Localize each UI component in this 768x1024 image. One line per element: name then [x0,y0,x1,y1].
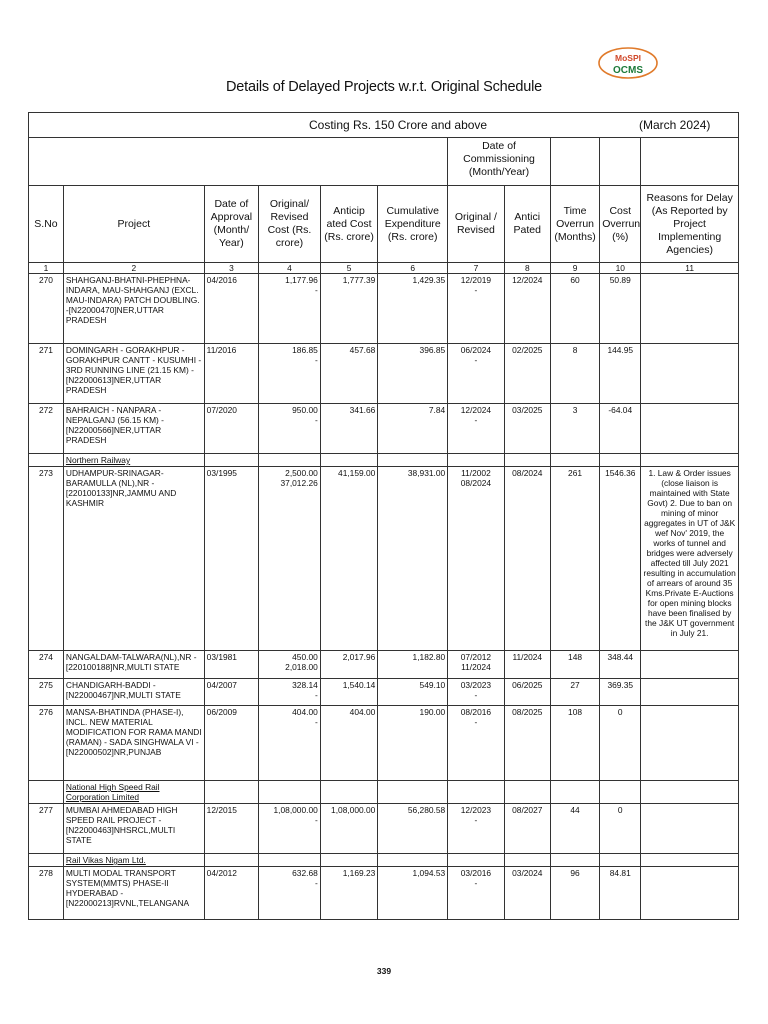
cell-sno: 274 [29,651,64,679]
section-blank [29,781,64,804]
cell-reasons: 1. Law & Order issues (close liaison is maintained with State Govt) 2. Due to ban on mining of minor aggregates in UT of J&K wef Nov' 2019, the works of tunnel and bridges were adversely affected till July 2021 resulting in accumulation of arrears of around 35 Kms.Private E-Auctions for open mining blocks have been finalised by the J&K UT government in July 21. [641,467,739,651]
cell-anticipated-date: 11/2024 [504,651,550,679]
delayed-projects-table [28,112,739,920]
cell-sno: 275 [29,679,64,706]
section-blank [550,454,599,467]
page-title: Details of Delayed Projects w.r.t. Original Schedule [225,79,542,95]
group-header-blank-10 [600,138,641,186]
section-blank [29,454,64,467]
revised-date-value: - [474,415,478,425]
cell-project: CHANDIGARH-BADDI - [N22000467]NR,MULTI STATE [63,679,204,706]
col-number: 6 [378,263,448,274]
table-row [29,706,739,781]
original-cost-value: 404.00 [292,707,318,717]
cell-anticipated-date: 12/2024 [504,274,550,344]
cell-cost-overrun: 1546.36 [600,467,641,651]
cell-sno: 278 [29,867,64,920]
revised-date-value: - [474,285,478,295]
original-date-value: 03/2023 [460,680,492,690]
section-blank [504,781,550,804]
costing-row [29,113,739,138]
original-cost-value: 328.14 [292,680,318,690]
section-blank [259,781,321,804]
date-commissioning-header: Date of Commissioning (Month/Year) [448,138,551,186]
cell-anticipated-cost: 2,017.96 [320,651,378,679]
original-cost-value: 450.00 [292,652,318,662]
cell-project: MUMBAI AHMEDABAD HIGH SPEED RAIL PROJECT - [N22000463]NHSRCL,MULTI STATE [63,804,204,854]
cell-approval: 04/2012 [204,867,258,920]
revised-cost-value: - [314,415,318,425]
revised-cost-value: - [314,815,318,825]
revised-cost-value: - [314,690,318,700]
cell-cost-overrun: 348.44 [600,651,641,679]
section-blank [448,454,505,467]
cell-original-cost [259,706,321,781]
section-label-cell [63,854,204,867]
cell-original-cost [259,344,321,404]
cell-original-cost [259,679,321,706]
cell-original-date [448,706,505,781]
group-header-blank [29,138,448,186]
cell-reasons [641,274,739,344]
original-cost-value: 1,177.96 [285,275,318,285]
table-row [29,651,739,679]
revised-date-value: 11/2024 [461,662,491,672]
cell-approval: 11/2016 [204,344,258,404]
cell-project: MULTI MODAL TRANSPORT SYSTEM(MMTS) PHASE-II HYDERABAD - [N22000213]RVNL,TELANGANA [63,867,204,920]
cell-reasons [641,706,739,781]
column-number-row [29,263,739,274]
cell-approval: 07/2020 [204,404,258,454]
cell-anticipated-cost: 341.66 [320,404,378,454]
table-row [29,467,739,651]
revised-date-value: - [474,690,478,700]
original-date-value: 12/2024 [460,405,492,415]
section-blank [550,854,599,867]
section-blank [504,454,550,467]
cell-original-cost [259,467,321,651]
cell-cost-overrun: -64.04 [600,404,641,454]
revised-date-value: - [474,717,478,727]
section-blank [204,854,258,867]
revised-cost-value: - [314,878,318,888]
cell-project: SHAHGANJ-BHATNI-PHEPHNA-INDARA, MAU-SHAHGANJ (EXCL. MAU-INDARA) PATCH DOUBLING. -[N22000470]NER,UTTAR PRADESH [63,274,204,344]
cell-anticipated-cost: 1,540.14 [320,679,378,706]
header-approval: Date of Approval (Month/ Year) [204,186,258,263]
cell-project: NANGALDAM-TALWARA(NL),NR - [220100188]NR,MULTI STATE [63,651,204,679]
logo-line2: OCMS [613,65,643,76]
col-number: 8 [504,263,550,274]
cell-original-cost [259,651,321,679]
section-label-cell [63,454,204,467]
cell-anticipated-cost: 1,08,000.00 [320,804,378,854]
section-blank [320,781,378,804]
cell-anticipated-date: 02/2025 [504,344,550,404]
cell-project: UDHAMPUR-SRINAGAR-BARAMULLA (NL),NR - [220100133]NR,JAMMU AND KASHMIR [63,467,204,651]
cell-sno: 273 [29,467,64,651]
cell-cost-overrun: 84.81 [600,867,641,920]
cell-time-overrun: 3 [550,404,599,454]
col-number: 5 [320,263,378,274]
cell-reasons [641,344,739,404]
cell-cumulative: 1,429.35 [378,274,448,344]
cell-cumulative: 1,182.80 [378,651,448,679]
cell-original-date [448,804,505,854]
section-blank [641,854,739,867]
original-date-value: 06/2024 [460,345,492,355]
section-blank [504,854,550,867]
original-date-value: 08/2016 [460,707,492,717]
cell-original-date [448,679,505,706]
group-header-row [29,138,739,186]
col-number: 4 [259,263,321,274]
cell-original-date [448,274,505,344]
cell-anticipated-cost: 404.00 [320,706,378,781]
header-reasons: Reasons for Delay (As Reported by Project Implementing Agencies) [641,186,739,263]
section-blank [448,854,505,867]
cell-sno: 272 [29,404,64,454]
original-cost-value: 632.68 [292,868,318,878]
cell-time-overrun: 60 [550,274,599,344]
cell-anticipated-date: 03/2025 [504,404,550,454]
section-blank [378,781,448,804]
header-cost-overrun: Cost Overrun (%) [600,186,641,263]
section-label: Rail Vikas Nigam Ltd. [65,855,146,865]
cell-cumulative: 56,280.58 [378,804,448,854]
header-time-overrun: Time Overrun (Months) [550,186,599,263]
cell-cumulative: 549.10 [378,679,448,706]
cell-cost-overrun: 369.35 [600,679,641,706]
table-row [29,804,739,854]
cell-sno: 270 [29,274,64,344]
revised-date-value: - [474,355,478,365]
mospi-ocms-logo [597,46,659,80]
original-date-value: 12/2023 [460,805,492,815]
cell-time-overrun: 8 [550,344,599,404]
cell-cumulative: 38,931.00 [378,467,448,651]
col-number: 1 [29,263,64,274]
col-number: 11 [641,263,739,274]
col-number: 3 [204,263,258,274]
table-row [29,867,739,920]
revised-cost-value: 37,012.26 [280,478,318,488]
section-label: National High Speed Rail Corporation Limited [65,782,160,802]
cell-approval: 04/2007 [204,679,258,706]
cell-cost-overrun: 0 [600,804,641,854]
section-blank [29,854,64,867]
section-blank [641,781,739,804]
cell-cost-overrun: 50.89 [600,274,641,344]
section-row [29,781,739,804]
cell-time-overrun: 96 [550,867,599,920]
section-blank [259,854,321,867]
cell-approval: 06/2009 [204,706,258,781]
cell-cost-overrun: 0 [600,706,641,781]
column-header-row [29,186,739,263]
cell-approval: 12/2015 [204,804,258,854]
cell-anticipated-cost: 457.68 [320,344,378,404]
cell-reasons [641,804,739,854]
cell-original-date [448,867,505,920]
original-date-value: 03/2016 [460,868,492,878]
table-row [29,344,739,404]
cell-anticipated-date: 06/2025 [504,679,550,706]
original-date-value: 11/2002 [461,468,491,478]
cell-cumulative: 396.85 [378,344,448,404]
section-blank [641,454,739,467]
cell-approval: 03/1981 [204,651,258,679]
table-row [29,679,739,706]
costing-period: (March 2024) [639,118,711,132]
revised-cost-value: - [314,355,318,365]
section-blank [378,454,448,467]
table-row [29,404,739,454]
revised-cost-value: 2,018.00 [285,662,318,672]
cell-original-date [448,651,505,679]
cell-time-overrun: 148 [550,651,599,679]
section-blank [600,781,641,804]
section-blank [320,854,378,867]
cell-time-overrun: 108 [550,706,599,781]
cell-anticipated-cost: 1,169.23 [320,867,378,920]
cell-time-overrun: 27 [550,679,599,706]
col-number: 2 [63,263,204,274]
group-header-blank-9 [550,138,599,186]
section-blank [550,781,599,804]
col-number: 9 [550,263,599,274]
section-blank [600,454,641,467]
header-project: Project [63,186,204,263]
cell-anticipated-date: 08/2024 [504,467,550,651]
original-cost-value: 2,500.00 [285,468,318,478]
cell-original-cost [259,804,321,854]
cell-reasons [641,404,739,454]
col-number: 7 [448,263,505,274]
cell-reasons [641,679,739,706]
cell-time-overrun: 261 [550,467,599,651]
section-row [29,854,739,867]
cell-project: MANSA-BHATINDA (PHASE-I), INCL. NEW MATERIAL MODIFICATION FOR RAMA MANDI (RAMAN) - SADA SINGHWALA VI - [N22000502]NR,PUNJAB [63,706,204,781]
original-date-value: 07/2012 [460,652,492,662]
logo-line1: MoSPI [615,53,641,63]
original-cost-value: 1,08,000.00 [273,805,318,815]
revised-date-value: - [474,878,478,888]
cell-reasons [641,867,739,920]
section-blank [448,781,505,804]
cell-anticipated-date: 03/2024 [504,867,550,920]
cell-original-date [448,344,505,404]
cell-original-date [448,404,505,454]
cell-original-date [448,467,505,651]
section-label: Northern Railway [65,455,131,465]
header-original-cost: Original/ Revised Cost (Rs. crore) [259,186,321,263]
cell-anticipated-cost: 41,159.00 [320,467,378,651]
cell-anticipated-date: 08/2027 [504,804,550,854]
cell-cumulative: 190.00 [378,706,448,781]
section-blank [204,454,258,467]
section-label-cell [63,781,204,804]
cell-original-cost [259,404,321,454]
cell-reasons [641,651,739,679]
section-row [29,454,739,467]
section-blank [259,454,321,467]
cell-sno: 276 [29,706,64,781]
costing-threshold: Costing Rs. 150 Crore and above [309,118,488,132]
section-blank [378,854,448,867]
header-anticipated-cost: Anticip ated Cost (Rs. crore) [320,186,378,263]
cell-project: DOMINGARH - GORAKHPUR - GORAKHPUR CANTT - KUSUMHI - 3RD RUNNING LINE (21.15 KM) - [N22000613]NER,UTTAR PRADESH [63,344,204,404]
section-blank [320,454,378,467]
header-original-revised: Original / Revised [448,186,505,263]
cell-anticipated-date: 08/2025 [504,706,550,781]
cell-original-cost [259,867,321,920]
cell-cost-overrun: 144.95 [600,344,641,404]
col-number: 10 [600,263,641,274]
section-blank [204,781,258,804]
cell-cumulative: 7.84 [378,404,448,454]
revised-cost-value: - [314,717,318,727]
costing-cell [29,113,739,138]
cell-sno: 277 [29,804,64,854]
header-cumulative: Cumulative Expenditure (Rs. crore) [378,186,448,263]
cell-sno: 271 [29,344,64,404]
cell-cumulative: 1,094.53 [378,867,448,920]
section-blank [600,854,641,867]
original-date-value: 12/2019 [460,275,492,285]
header-sno: S.No [29,186,64,263]
original-cost-value: 186.85 [292,345,318,355]
cell-anticipated-cost: 1,777.39 [320,274,378,344]
page-number: 339 [376,966,392,976]
revised-date-value: 08/2024 [460,478,492,488]
cell-approval: 04/2016 [204,274,258,344]
cell-approval: 03/1995 [204,467,258,651]
cell-original-cost [259,274,321,344]
table-row [29,274,739,344]
revised-cost-value: - [314,285,318,295]
cell-project: BAHRAICH - NANPARA - NEPALGANJ (56.15 KM) - [N22000566]NER,UTTAR PRADESH [63,404,204,454]
group-header-blank-11 [641,138,739,186]
revised-date-value: - [474,815,478,825]
original-cost-value: 950.00 [292,405,318,415]
header-anticipated: Antici Pated [504,186,550,263]
cell-time-overrun: 44 [550,804,599,854]
